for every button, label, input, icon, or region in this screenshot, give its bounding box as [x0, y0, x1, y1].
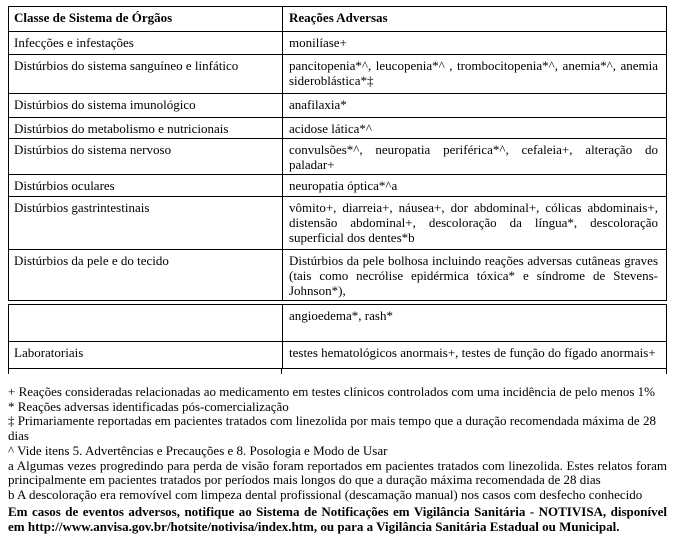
reactions-cell: pancitopenia*^, leucopenia*^ , trombocitopenia*^, anemia*^, anemia sideroblástica*‡: [289, 58, 658, 88]
footnote: ‡ Primariamente reportadas em pacientes tratados com linezolida por mais tempo que a duração recomendada máxima de 28 dias: [8, 413, 656, 444]
reactions-cell: convulsões*^, neuropatia periférica*^, cefaleia+, alteração do paladar+: [289, 142, 658, 172]
footnote: + Reações consideradas relacionadas ao medicamento em testes clínicos controlados com uma incidência de pelo menos 1%: [8, 384, 655, 399]
footnote: a Algumas vezes progredindo para perda de visão foram reportados em pacientes tratados com linezolida. Estes relatos foram principalmente em pacientes tratados por períodos mais longos do que a duração máxima recomendada de 28 dias: [8, 457, 667, 488]
table-row: [9, 249, 666, 300]
footnotes-block: [8, 385, 667, 503]
reactions-column-header: Reações Adversas: [289, 10, 388, 25]
adverse-reactions-table: [8, 6, 667, 374]
organ-class-cell: Distúrbios da pele e do tecido: [9, 250, 283, 300]
table-row: [9, 31, 666, 54]
organ-class-cell: Distúrbios do sistema imunológico: [9, 94, 283, 117]
reactions-cell: anafilaxia*: [289, 97, 347, 112]
organ-class-cell: Distúrbios do sistema sanguíneo e linfático: [9, 55, 283, 93]
organ-class-cell: Distúrbios gastrintestinais: [9, 197, 283, 249]
stub-right-cell: [282, 369, 667, 374]
adverse-event-notice: Em casos de eventos adversos, notifique ao Sistema de Notificações em Vigilância Sanitária - NOTIVISA, disponível em http://www.anvisa.gov.br/hotsite/notivisa/index.htm, ou para a Vigilância Sanitária Estadual ou Municipal.: [8, 503, 667, 534]
reactions-cell: acidose lática*^: [289, 121, 372, 136]
table-header-row: [9, 7, 666, 31]
table-row: [9, 174, 666, 196]
table-row: [9, 54, 666, 93]
reactions-cell: neuropatia óptica*^a: [289, 178, 398, 193]
reactions-cell: angioedema*, rash*: [289, 308, 393, 323]
table-row: [9, 341, 666, 368]
footnote: ^ Vide itens 5. Advertências e Precauções e 8. Posologia e Modo de Usar: [8, 442, 388, 458]
organ-class-cell: Laboratoriais: [9, 342, 283, 368]
reactions-cell: Distúrbios da pele bolhosa incluindo reações adversas cutâneas graves (tais como necrólise epidérmica tóxica* e síndrome de Stevens-Johnson*),: [289, 253, 658, 298]
organ-class-cell: Distúrbios do sistema nervoso: [9, 139, 283, 174]
organ-class-cell: Distúrbios oculares: [9, 175, 283, 196]
stub-left-cell: [8, 369, 282, 374]
organ-class-cell: Infecções e infestações: [9, 32, 283, 54]
table-main-section: [8, 6, 667, 301]
table-bottom-stub: [8, 369, 667, 374]
reactions-cell: monilíase+: [289, 35, 347, 50]
reactions-cell: vômito+, diarreia+, náusea+, dor abdominal+, cólicas abdominais+, distensão abdominal+, descoloração da língua*, descoloração superficial dos dentes*b: [289, 200, 658, 245]
organ-class-cell: Distúrbios do metabolismo e nutricionais: [9, 118, 283, 138]
organ-class-column-header: Classe de Sistema de Órgãos: [9, 7, 283, 31]
table-row: [9, 117, 666, 138]
table-row: [9, 93, 666, 117]
reactions-cell: testes hematológicos anormais+, testes de função do fígado anormais+: [289, 345, 656, 360]
table-row: [9, 138, 666, 174]
footnote: b A descoloração era removível com limpeza dental profissional (descamação manual) nos casos com desfecho conhecido: [8, 486, 643, 502]
table-continuation-section: [8, 304, 667, 369]
organ-class-cell: [9, 305, 283, 341]
table-row: [9, 196, 666, 249]
table-row: [9, 305, 666, 341]
footnote: * Reações adversas identificadas pós-comercialização: [8, 398, 289, 414]
